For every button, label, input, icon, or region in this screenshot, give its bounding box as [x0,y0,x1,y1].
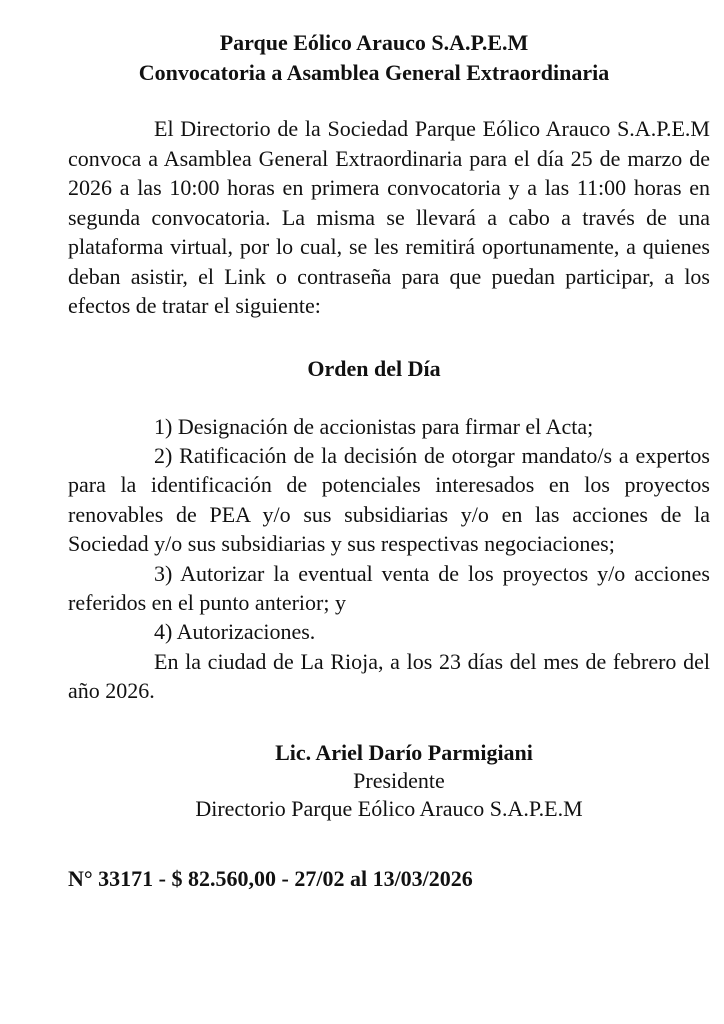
notice-header [68,28,710,88]
signatory-organization: Directorio Parque Eólico Arauco S.A.P.E.M [195,795,583,821]
intro-paragraph: El Directorio de la Sociedad Parque Eólico Arauco S.A.P.E.M convoca a Asamblea General Extraordinaria para el día 25 de marzo de 2026 a las 10:00 horas en primera convocatoria y a las 11:00 horas en segunda convocatoria. La misma se llevará a cabo a través de una plataforma virtual, por lo cual, se les remitirá oportunamente, a quienes deban asistir, el Link o contraseña para que puedan participar, a los efectos de tratar el siguiente: [68,116,710,318]
agenda-item: 4) Autorizaciones. [154,619,316,645]
signatory-role: Presidente [353,767,445,793]
closing-paragraph: En la ciudad de La Rioja, a los 23 días del mes de febrero del año 2026. [68,648,710,704]
publication-reference: N° 33171 - $ 82.560,00 - 27/02 al 13/03/2026 [68,865,473,891]
company-name: Parque Eólico Arauco S.A.P.E.M [219,30,529,55]
agenda-title: Orden del Día [307,355,441,381]
agenda-item: 2) Ratificación de la decisión de otorgar mandato/s a expertos para la identificación de potenciales interesados en los proyectos renovables de PEA y/o sus subsidiarias y/o en las acciones de la Sociedad y/o sus subsidiarias y sus respectivas negociaciones; [68,442,710,557]
agenda-item: 3) Autorizar la eventual venta de los proyectos y/o acciones referidos en el punto anterior; y [68,560,710,615]
agenda-item: 1) Designación de accionistas para firmar el Acta; [154,413,594,439]
agenda-list [68,412,710,706]
signatory-name: Lic. Ariel Darío Parmigiani [275,739,533,765]
notice-title: Convocatoria a Asamblea General Extraordinaria [138,60,610,85]
signature-block [68,739,710,823]
